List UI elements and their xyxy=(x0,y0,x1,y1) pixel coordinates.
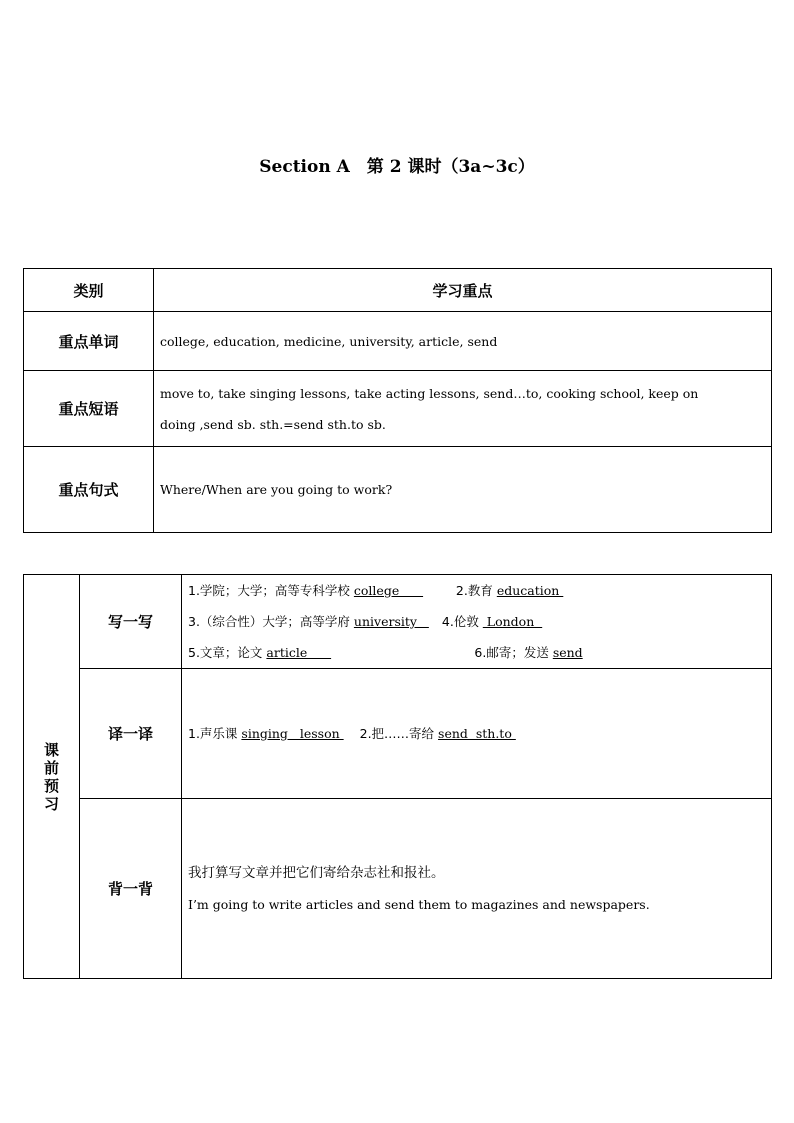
write-answer-3: university xyxy=(353,614,429,629)
write-answer-1: college xyxy=(353,583,424,598)
write-prompt-5: 5.文章；论文 xyxy=(188,645,267,660)
recite-english: I’m going to write articles and send them to magazines and newspapers. xyxy=(188,896,650,912)
write-answer-2: education xyxy=(496,583,564,598)
recite-chinese: 我打算写文章并把它们寄给杂志社和报社。 xyxy=(188,864,445,881)
category-header: 类别 xyxy=(24,269,154,312)
key-sentence-text: Where/When are you going to work? xyxy=(160,482,393,497)
write-line-1 xyxy=(188,575,771,606)
translate-prompt-2: 2.把……寄给 xyxy=(359,726,439,741)
row-label-sentences: 重点句式 xyxy=(24,447,154,533)
translate-line xyxy=(188,718,771,749)
write-answer-4: London xyxy=(482,614,543,629)
translate-answer-2: send sth.to xyxy=(438,726,516,741)
translate-answer-1: singing lesson xyxy=(241,726,344,741)
recite-label: 背一背 xyxy=(80,799,182,979)
write-line-3 xyxy=(188,637,771,668)
write-answer-6: send xyxy=(552,645,583,660)
row-label-words: 重点单词 xyxy=(24,312,154,371)
table-row xyxy=(24,312,772,371)
preview-section-text: 课前预习 xyxy=(43,740,59,813)
key-phrases-line-1: move to, take singing lessons, take acting lessons, send…to, cooking school, keep on xyxy=(160,385,699,401)
table-header-row xyxy=(24,269,772,312)
table-row xyxy=(24,447,772,533)
write-prompt-3: 3.（综合性）大学；高等学府 xyxy=(188,614,354,629)
key-words-text: college, education, medicine, university, article, send xyxy=(160,333,498,349)
page-title: Section A 第 2 课时（3a~3c） xyxy=(259,157,535,177)
write-prompt-4: 4.伦敦 xyxy=(441,614,483,629)
key-phrases-line-2: doing ,send sb. sth.=send sth.to sb. xyxy=(160,416,386,432)
write-row xyxy=(24,575,772,669)
key-points-table xyxy=(23,268,772,533)
write-prompt-6: 6.邮寄；发送 xyxy=(474,645,553,660)
write-line-2 xyxy=(188,606,771,637)
translate-row xyxy=(24,669,772,799)
focus-header: 学习重点 xyxy=(154,269,772,312)
preview-section-label xyxy=(24,575,80,979)
recite-row xyxy=(24,799,772,979)
write-prompt-2: 2.教育 xyxy=(455,583,497,598)
translate-prompt-1: 1.声乐课 xyxy=(188,726,242,741)
preview-table xyxy=(23,574,772,979)
write-answer-5: article xyxy=(266,645,332,660)
row-label-phrases: 重点短语 xyxy=(24,371,154,447)
write-label: 写一写 xyxy=(80,575,182,669)
write-prompt-1: 1.学院；大学；高等专科学校 xyxy=(188,583,354,598)
table-row xyxy=(24,371,772,447)
translate-label: 译一译 xyxy=(80,669,182,799)
